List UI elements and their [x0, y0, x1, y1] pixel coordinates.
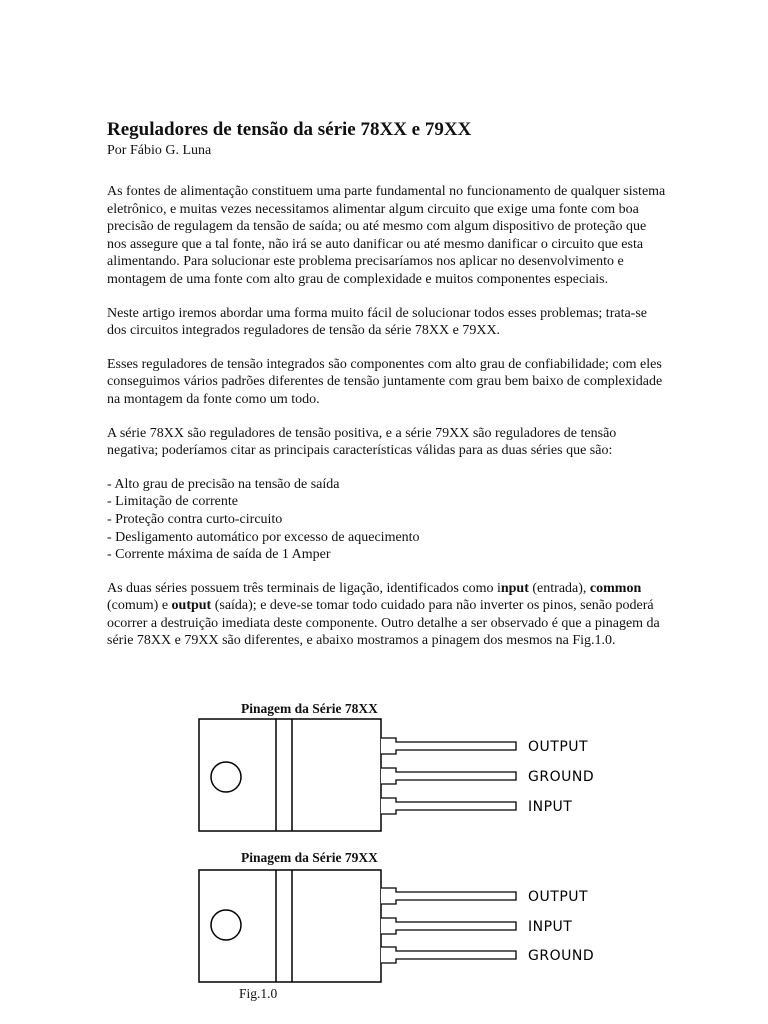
pin-label-1: OUTPUT [528, 889, 589, 905]
bold-common: common [589, 580, 642, 596]
paragraph-series-types: A série 78XX são reguladores de tensão positiva, e a série 79XX são reguladores de tensão negativa; poderíamos citar as principais características válidas para as duas séries que são: [107, 425, 617, 459]
pin-lead [381, 918, 516, 934]
mounting-hole-icon [211, 910, 241, 940]
pin-label-1: OUTPUT [528, 739, 589, 755]
features-list [107, 476, 667, 564]
author-line: Por Fábio G. Luna [107, 143, 212, 158]
bold-output: output [171, 598, 212, 614]
pinout-78xx-diagram [198, 718, 598, 834]
pin-lead [381, 947, 516, 963]
text-run: (saída); e deve-se tomar todo cuidado para não inverter os pinos, senão poderá ocorrer a destruição imediata deste componente. Outro detalhe a ser observado é que a pinagem da série 78XX e 79XX são diferentes, e abaixo mostramos a pinagem dos mesmos na Fig.1.0. [107, 598, 660, 649]
paragraph-intro: As fontes de alimentação constituem uma parte fundamental no funcionamento de qualquer sistema eletrônico, e muitas vezes necessitamos alimentar algum circuito que exige uma fonte com boa precisão de regulagem da tensão de saída; ou até mesmo com algum dispositivo de proteção que nos assegure que a tal fonte, não irá se auto danificar ou até mesmo danificar o circuito que esta alimentando. Para solucionar este problema precisaríamos nos aplicar no desenvolvimento e montagem de uma fonte com alto grau de complexidade e muitos componentes especiais. [107, 184, 666, 287]
list-item: - Corrente máxima de saída de 1 Amper [107, 547, 331, 563]
pin-label-2: INPUT [528, 919, 573, 935]
figure-79xx-title: Pinagem da Série 79XX [241, 850, 378, 865]
pin-label-3: GROUND [528, 948, 595, 964]
pin-label-2: GROUND [528, 769, 595, 785]
pin-lead [381, 738, 516, 754]
pin-lead [381, 768, 516, 784]
pinout-79xx-diagram [198, 869, 598, 985]
bold-input: nput [500, 580, 529, 596]
text-run: As duas séries possuem três terminais de ligação, identificados como i [107, 580, 501, 596]
document-body [107, 118, 667, 650]
paragraph-reliability: Esses reguladores de tensão integrados são componentes com alto grau de confiabilidade; com eles conseguimos vários padrões diferentes de tensão juntamente com grau bem baixo de complexidade na montagem da fonte como um todo. [107, 356, 663, 407]
pin-lead [381, 888, 516, 904]
figure-78xx-title: Pinagem da Série 78XX [241, 701, 378, 716]
list-item: - Limitação de corrente [107, 494, 238, 510]
figure-caption: Fig.1.0 [239, 986, 278, 1001]
text-run: (entrada), [528, 580, 590, 596]
pin-lead [381, 798, 516, 814]
paragraph-terminals [107, 580, 667, 650]
paragraph-article-scope: Neste artigo iremos abordar uma forma muito fácil de solucionar todos esses problemas; trata-se dos circuitos integrados reguladores de tensão da série 78XX e 79XX. [107, 305, 647, 339]
page-title: Reguladores de tensão da série 78XX e 79XX [107, 119, 472, 140]
text-run: (comum) e [107, 598, 172, 614]
list-item: - Alto grau de precisão na tensão de saída [107, 476, 340, 492]
mounting-hole-icon [211, 762, 241, 792]
pin-label-3: INPUT [528, 799, 573, 815]
list-item: - Desligamento automático por excesso de aquecimento [107, 529, 420, 545]
list-item: - Proteção contra curto-circuito [107, 511, 283, 527]
